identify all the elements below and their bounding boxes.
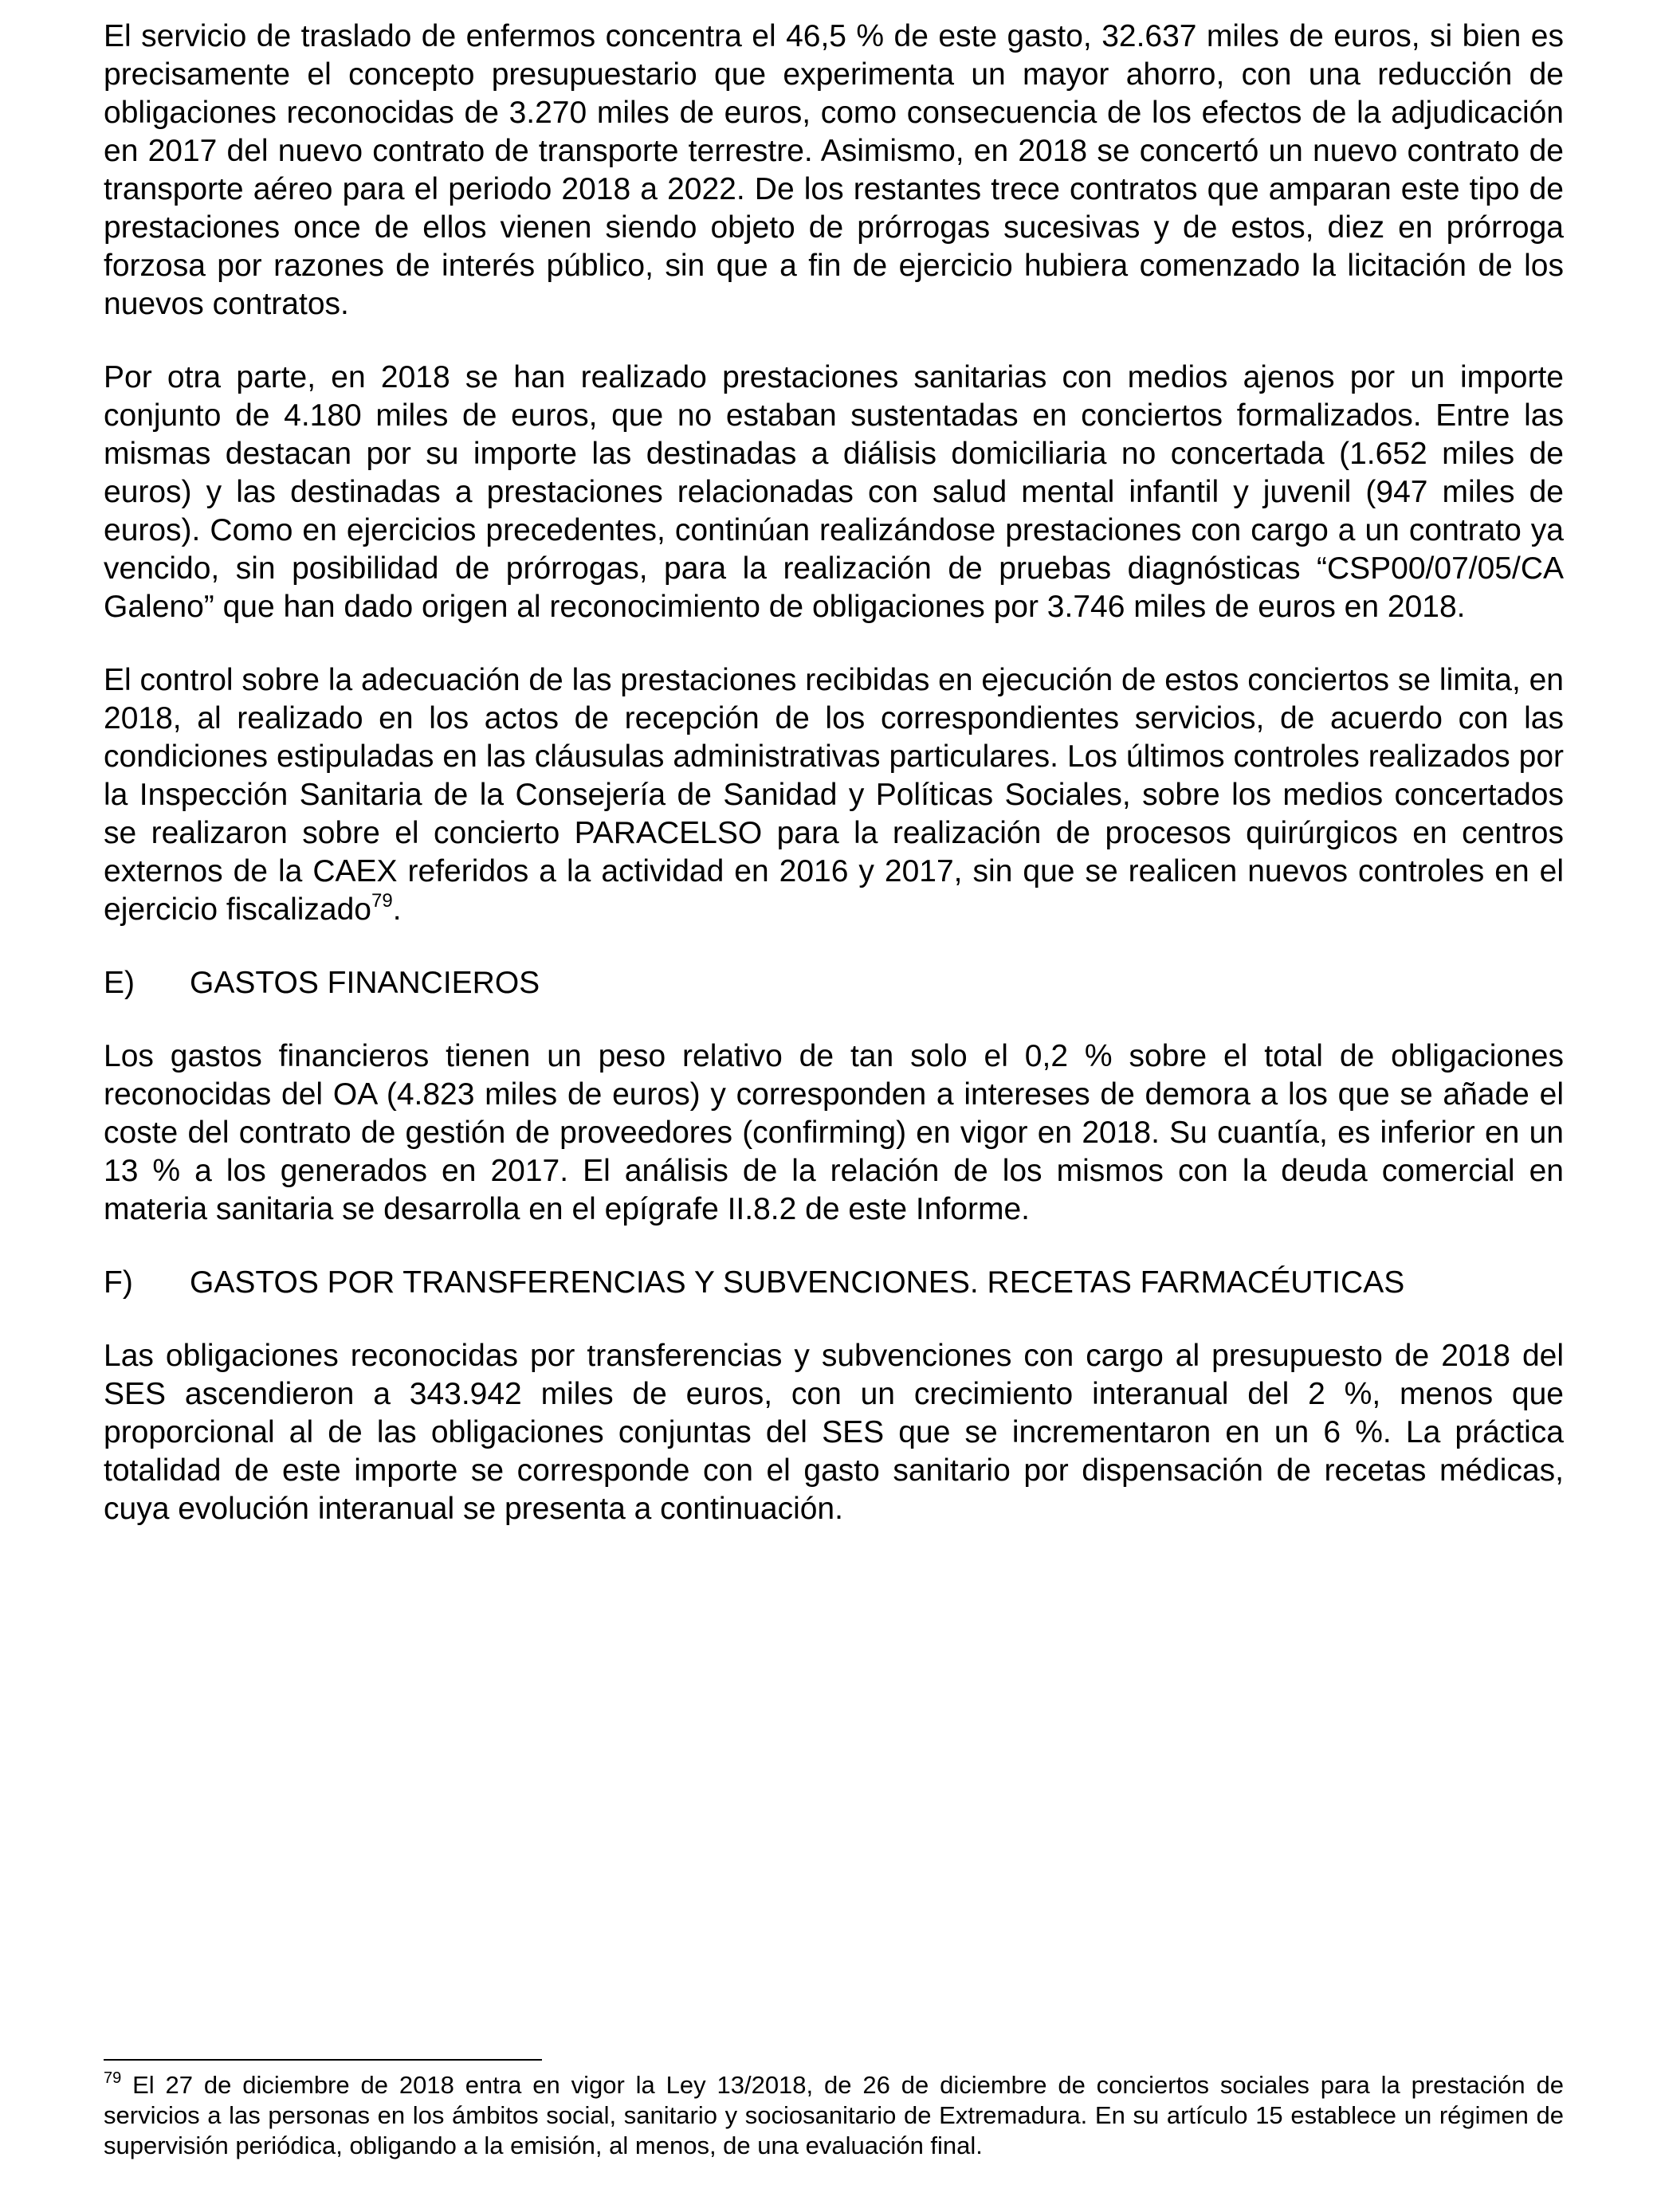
footnote-number: 79: [104, 2069, 122, 2087]
paragraph-gastos-financieros: [104, 1037, 1564, 1229]
paragraph-text: Los gastos financieros tienen un peso relativo de tan solo el 0,2 % sobre el total de obligaciones reconocidas del OA (4.823 miles de euros) y corresponden a intereses de demora a los que se añade el coste del contrato de gestión de proveedores (confirming) en vigor en 2018. Su cuantía, es inferior en un 13 % a los generados en 2017. El análisis de la relación de los mismos con la deuda comercial en materia sanitaria se desarrolla en el epígrafe II.8.2 de este Informe.: [104, 1039, 1564, 1226]
section-heading-e: [104, 964, 1564, 1002]
section-heading-f: [104, 1264, 1564, 1302]
footnote-reference[interactable]: 79: [371, 890, 393, 912]
paragraph-traslado-enfermos: [104, 18, 1564, 324]
footnote: [104, 2070, 1564, 2161]
paragraph-medios-ajenos: [104, 359, 1564, 626]
section-letter: F): [104, 1265, 133, 1300]
paragraph-text: Las obligaciones reconocidas por transferencias y subvenciones con cargo al presupuesto de 2018 del SES ascendieron a 343.942 miles de euros, con un crecimiento interanual del 2 %, menos que proporcional al de las obligaciones conjuntas del SES que se incrementaron en un 6 %. La práctica totalidad de este importe se corresponde con el gasto sanitario por dispensación de recetas médicas, cuya evolución interanual se presenta a continuación.: [104, 1339, 1564, 1526]
paragraph-control-conciertos: [104, 661, 1564, 929]
footnote-divider: [104, 2059, 542, 2061]
paragraph-text: El servicio de traslado de enfermos concentra el 46,5 % de este gasto, 32.637 miles de euros, si bien es precisamente el concepto presupuestario que experimenta un mayor ahorro, con una reducción de obligaciones reconocidas de 3.270 miles de euros, como consecuencia de los efectos de la adjudicación en 2017 del nuevo contrato de transporte terrestre. Asimismo, en 2018 se concertó un nuevo contrato de transporte aéreo para el periodo 2018 a 2022. De los restantes trece contratos que amparan este tipo de prestaciones once de ellos vienen siendo objeto de prórrogas sucesivas y de estos, diez en prórroga forzosa por razones de interés público, sin que a fin de ejercicio hubiera comenzado la licitación de los nuevos contratos.: [104, 19, 1564, 321]
paragraph-text: Por otra parte, en 2018 se han realizado prestaciones sanitarias con medios ajenos por un importe conjunto de 4.180 miles de euros, que no estaban sustentadas en conciertos formalizados. Entre las mismas destacan por su importe las destinadas a diálisis domiciliaria no concertada (1.652 miles de euros) y las destinadas a prestaciones relacionadas con salud mental infantil y juvenil (947 miles de euros). Como en ejercicios precedentes, continúan realizándose prestaciones con cargo a un contrato ya vencido, sin posibilidad de prórrogas, para la realización de pruebas diagnósticas “CSP00/07/05/CA Galeno” que han dado origen al reconocimiento de obligaciones por 3.746 miles de euros en 2018.: [104, 360, 1564, 624]
section-title: GASTOS FINANCIEROS: [190, 966, 540, 1000]
paragraph-transferencias: [104, 1337, 1564, 1528]
footnote-text: El 27 de diciembre de 2018 entra en vigor la Ley 13/2018, de 26 de diciembre de conciertos sociales para la prestación de servicios a las personas en los ámbitos social, sanitario y sociosanitario de Extremadura. En su artículo 15 establece un régimen de supervisión periódica, obligando a la emisión, al menos, de una evaluación final.: [104, 2071, 1564, 2159]
paragraph-text: El control sobre la adecuación de las prestaciones recibidas en ejecución de estos conciertos se limita, en 2018, al realizado en los actos de recepción de los correspondientes servicios, de acuerdo con las condiciones estipuladas en las cláusulas administrativas particulares. Los últimos controles realizados por la Inspección Sanitaria de la Consejería de Sanidad y Políticas Sociales, sobre los medios concertados se realizaron sobre el concierto PARACELSO para la realización de procesos quirúrgicos en centros externos de la CAEX referidos a la actividad en 2016 y 2017, sin que se realicen nuevos controles en el ejercicio fiscalizado: [104, 663, 1564, 927]
section-letter: E): [104, 966, 135, 1000]
section-title: GASTOS POR TRANSFERENCIAS Y SUBVENCIONES. RECETAS FARMACÉUTICAS: [190, 1265, 1405, 1300]
paragraph-end: .: [392, 892, 402, 927]
document-body: [104, 18, 1564, 1563]
